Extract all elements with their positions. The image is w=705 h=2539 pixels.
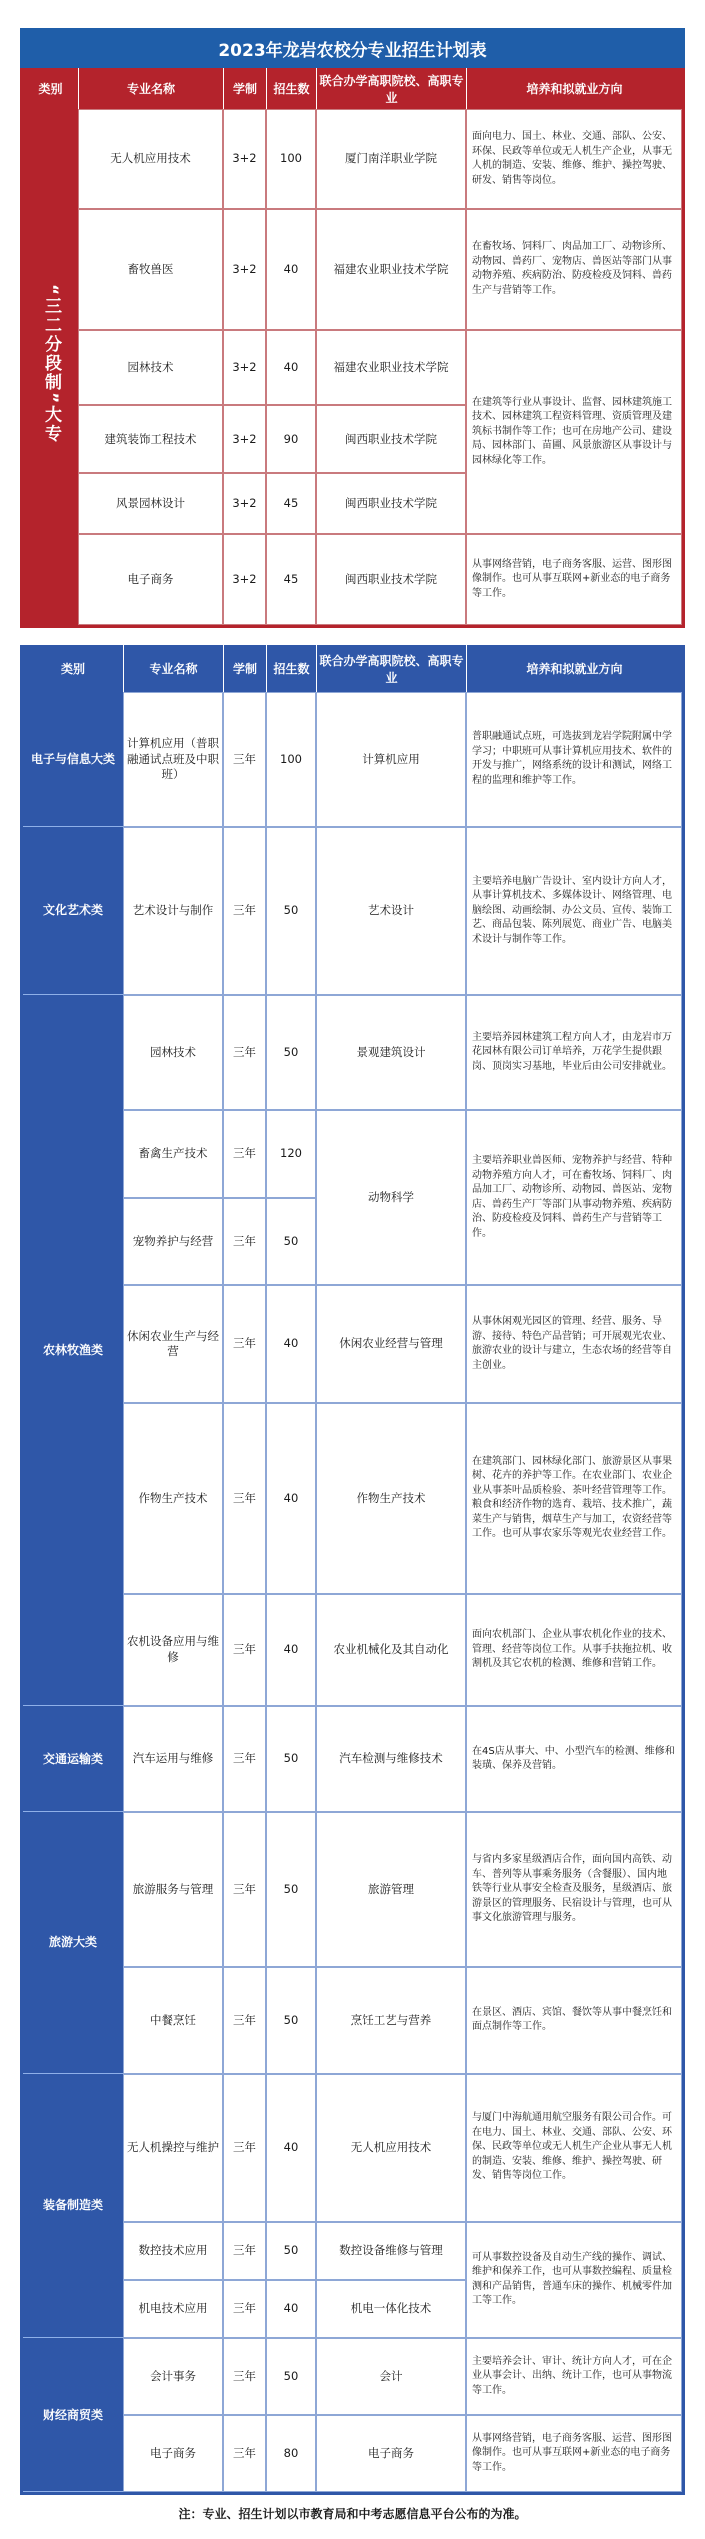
enrollment-count: 100 (266, 109, 316, 209)
major-name: 会计事务 (123, 2338, 223, 2414)
enrollment-count: 80 (266, 2415, 316, 2492)
partner-college: 闽西职业技术学院 (316, 534, 466, 625)
enrollment-count: 50 (266, 2338, 316, 2414)
career-direction: 主要培养园林建筑工程方向人才，由龙岩市万花园林有限公司订单培养，万花学生提供跟岗、顶岗实习基地，毕业后由公司安排就业。 (466, 995, 682, 1111)
duration: 三年 (223, 1403, 266, 1594)
partner-college: 福建农业职业技术学院 (316, 209, 466, 330)
partner-college: 闽西职业技术学院 (316, 473, 466, 534)
career-direction: 普职融通试点班，可选拔到龙岩学院附属中学学习；中职班可从事计算机应用技术、软件的开发与推广，网络系统的设计和测试，网络工程的监理和维护等工作。 (466, 692, 682, 827)
partner-major: 旅游管理 (316, 1812, 466, 1967)
career-direction: 在建筑等行业从事设计、监督、园林建筑施工技术、园林建筑工程资料管理、资质管理及建筑标书制作等工作；也可在房地产公司、建设局、园林部门、苗圃、风景旅游区从事设计与园林绿化等工作。 (466, 330, 682, 534)
partner-major: 景观建筑设计 (316, 995, 466, 1111)
table-row (23, 330, 682, 405)
duration: 3+2 (223, 109, 266, 209)
partner-major: 农业机械化及其自动化 (316, 1594, 466, 1706)
duration: 三年 (223, 1285, 266, 1403)
duration: 三年 (223, 1110, 266, 1197)
career-direction: 面向电力、国土、林业、交通、部队、公安、环保、民政等单位或无人机生产企业，从事无人机的制造、安装、维修、维护、操控驾驶、研发、销售等岗位。 (466, 109, 682, 209)
category-cell: 交通运输类 (23, 1706, 123, 1813)
duration: 三年 (223, 1198, 266, 1285)
duration: 三年 (223, 1706, 266, 1813)
career-direction: 主要培养电脑广告设计、室内设计方向人才，从事计算机技术、多媒体设计、网络管理、电脑绘图、动画绘制、办公文员、宣传、装饰工艺、商品包装、陈列展览、商业广告、电脑美术设计与制作等工作。 (466, 827, 682, 995)
partner-major: 作物生产技术 (316, 1403, 466, 1594)
category-cell: 财经商贸类 (23, 2338, 123, 2492)
major-name: 汽车运用与维修 (123, 1706, 223, 1813)
enrollment-count: 40 (266, 2280, 316, 2338)
header-count: 招生数 (266, 68, 316, 109)
enrollment-count: 90 (266, 405, 316, 473)
major-name: 计算机应用（普职融通试点班及中职班） (123, 692, 223, 827)
table-row (23, 827, 682, 995)
partner-major: 艺术设计 (316, 827, 466, 995)
career-direction: 从事网络营销，电子商务客服、运营、图形图像制作。也可从事互联网+新业态的电子商务等工作。 (466, 534, 682, 625)
table-row (23, 534, 682, 625)
major-name: 休闲农业生产与经营 (123, 1285, 223, 1403)
duration: 三年 (223, 827, 266, 995)
partner-major: 汽车检测与维修技术 (316, 1706, 466, 1813)
enrollment-count: 100 (266, 692, 316, 827)
enrollment-count: 50 (266, 2222, 316, 2280)
career-direction: 与厦门中海航通用航空服务有限公司合作。可在电力、国土、林业、交通、部队、公安、环保、民政等单位或无人机生产企业从事无人机的制造、安装、维修、维护、操控驾驶、研发、销售等岗位工作。 (466, 2074, 682, 2222)
category-cell: 装备制造类 (23, 2074, 123, 2339)
duration: 三年 (223, 2222, 266, 2280)
partner-major: 数控设备维修与管理 (316, 2222, 466, 2280)
enrollment-count: 40 (266, 209, 316, 330)
table-row (23, 2074, 682, 2222)
table-row (23, 1706, 682, 1813)
career-direction: 可从事数控设备及自动生产线的操作、调试、维护和保养工作，也可从事数控编程、质量检测和产品销售，普通车床的操作、机械零件加工等工作。 (466, 2222, 682, 2339)
enrollment-count: 50 (266, 995, 316, 1111)
major-name: 作物生产技术 (123, 1403, 223, 1594)
enrollment-count: 40 (266, 2074, 316, 2222)
enrollment-count: 40 (266, 330, 316, 405)
major-name: 电子商务 (123, 2415, 223, 2492)
major-name: 电子商务 (78, 534, 223, 625)
career-direction: 在畜牧场、饲料厂、肉品加工厂、动物诊所、动物园、兽药厂、宠物店、兽医站等部门从事动物养殖、疾病防治、防疫检疫及饲料、兽药生产与营销等工作。 (466, 209, 682, 330)
career-direction: 在建筑部门、园林绿化部门、旅游景区从事果树、花卉的养护等工作。在农业部门、农业企业从事茶叶品质检验、茶叶经营管理等工作。粮食和经济作物的选育、栽培、技术推广，蔬菜生产与销售，烟草生产与加工，农资经营等工作。也可从事农家乐等观光农业经营工作。 (466, 1403, 682, 1594)
table-header-row (23, 68, 682, 109)
major-name: 农机设备应用与维修 (123, 1594, 223, 1706)
header-direction: 培养和拟就业方向 (466, 68, 682, 109)
duration: 三年 (223, 1594, 266, 1706)
table-row (23, 995, 682, 1111)
footnote: 注：专业、招生计划以市教育局和中考志愿信息平台公布的为准。 (178, 2507, 527, 2521)
duration: 三年 (223, 1967, 266, 2074)
career-direction: 主要培养职业兽医师、宠物养护与经营、特种动物养殖方向人才，可在畜牧场、饲料厂、肉品加工厂、动物诊所、动物园、兽医站、宠物店、兽药生产厂等部门从事动物养殖、疾病防治、防疫检疫及饲料、兽药生产与营销等工作。 (466, 1110, 682, 1285)
major-name: 无人机操控与维护 (123, 2074, 223, 2222)
header-category: 类别 (23, 68, 78, 109)
enrollment-count: 40 (266, 1403, 316, 1594)
major-name: 数控技术应用 (123, 2222, 223, 2280)
partner-major: 烹饪工艺与营养 (316, 1967, 466, 2074)
partner-college: 厦门南洋职业学院 (316, 109, 466, 209)
duration: 3+2 (223, 534, 266, 625)
enrollment-count: 40 (266, 1285, 316, 1403)
duration: 3+2 (223, 209, 266, 330)
major-name: 园林技术 (78, 330, 223, 405)
section-three-year-table (20, 645, 685, 2495)
duration: 三年 (223, 2074, 266, 2222)
table-row (23, 692, 682, 827)
partner-major: 会计 (316, 2338, 466, 2414)
enrollment-count: 45 (266, 534, 316, 625)
enrollment-count: 50 (266, 1812, 316, 1967)
header-duration: 学制 (223, 68, 266, 109)
career-direction: 在景区、酒店、宾馆、餐饮等从事中餐烹饪和面点制作等工作。 (466, 1967, 682, 2074)
table-header-row (23, 645, 682, 692)
career-direction: 面向农机部门、企业从事农机化作业的技术、管理、经营等岗位工作。从事手扶拖拉机、收割机及其它农机的检测、维修和营销工作。 (466, 1594, 682, 1706)
partner-major: 无人机应用技术 (316, 2074, 466, 2222)
table-row (23, 1812, 682, 1967)
duration: 三年 (223, 692, 266, 827)
partner-major: 机电一体化技术 (316, 2280, 466, 2338)
header-partner: 联合办学高职院校、高职专业 (316, 645, 466, 692)
career-direction: 从事网络营销，电子商务客服、运营、图形图像制作。也可从事互联网+新业态的电子商务等工作。 (466, 2415, 682, 2492)
major-name: 宠物养护与经营 (123, 1198, 223, 1285)
duration: 三年 (223, 2338, 266, 2414)
category-cell: 电子与信息大类 (23, 692, 123, 827)
header-category: 类别 (23, 645, 123, 692)
category-cell: 农林牧渔类 (23, 995, 123, 1706)
header-major: 专业名称 (123, 645, 223, 692)
enrollment-count: 50 (266, 1198, 316, 1285)
table-row (23, 109, 682, 209)
major-name: 旅游服务与管理 (123, 1812, 223, 1967)
major-name: 建筑装饰工程技术 (78, 405, 223, 473)
header-major: 专业名称 (78, 68, 223, 109)
enrollment-count: 50 (266, 827, 316, 995)
career-direction: 主要培养会计、审计、统计方向人才，可在企业从事会计、出纳、统计工作，也可从事物流等工作。 (466, 2338, 682, 2414)
partner-major: 电子商务 (316, 2415, 466, 2492)
major-name: 机电技术应用 (123, 2280, 223, 2338)
career-direction: 从事休闲观光园区的管理、经营、服务、导游、接待、特色产品营销；可开展观光农业、旅游农业的设计与建立，生态农场的经营等自主创业。 (466, 1285, 682, 1403)
category-cell (23, 109, 78, 625)
header-duration: 学制 (223, 645, 266, 692)
category-cell: 文化艺术类 (23, 827, 123, 995)
career-direction: 在4S店从事大、中、小型汽车的检测、维修和装璜、保养及营销。 (466, 1706, 682, 1813)
section-three-two-table (20, 68, 685, 628)
major-name: 中餐烹饪 (123, 1967, 223, 2074)
major-name: 畜禽生产技术 (123, 1110, 223, 1197)
category-label: “三二分段制”大专 (40, 283, 61, 444)
career-direction: 与省内多家星级酒店合作，面向国内高铁、动车、普列等从事乘务服务（含餐服）、国内地铁等行业从事安全检查及服务，星级酒店、旅游景区的管理服务、民宿设计与管理，也可从事文化旅游管理与服务。 (466, 1812, 682, 1967)
duration: 三年 (223, 1812, 266, 1967)
duration: 三年 (223, 2280, 266, 2338)
partner-college: 闽西职业技术学院 (316, 405, 466, 473)
header-partner: 联合办学高职院校、高职专业 (316, 68, 466, 109)
partner-major: 动物科学 (316, 1110, 466, 1285)
table-row (23, 209, 682, 330)
major-name: 艺术设计与制作 (123, 827, 223, 995)
enrollment-count: 50 (266, 1967, 316, 2074)
partner-college: 福建农业职业技术学院 (316, 330, 466, 405)
enrollment-count: 40 (266, 1594, 316, 1706)
enrollment-count: 50 (266, 1706, 316, 1813)
duration: 三年 (223, 2415, 266, 2492)
duration: 3+2 (223, 473, 266, 534)
header-count: 招生数 (266, 645, 316, 692)
table-row (23, 2338, 682, 2414)
major-name: 风景园林设计 (78, 473, 223, 534)
duration: 3+2 (223, 405, 266, 473)
duration: 3+2 (223, 330, 266, 405)
enrollment-count: 45 (266, 473, 316, 534)
partner-major: 休闲农业经营与管理 (316, 1285, 466, 1403)
header-direction: 培养和拟就业方向 (466, 645, 682, 692)
page-title: 2023年龙岩农校分专业招生计划表 (20, 28, 685, 68)
category-cell: 旅游大类 (23, 1812, 123, 2073)
partner-major: 计算机应用 (316, 692, 466, 827)
major-name: 园林技术 (123, 995, 223, 1111)
major-name: 无人机应用技术 (78, 109, 223, 209)
enrollment-count: 120 (266, 1110, 316, 1197)
major-name: 畜牧兽医 (78, 209, 223, 330)
duration: 三年 (223, 995, 266, 1111)
